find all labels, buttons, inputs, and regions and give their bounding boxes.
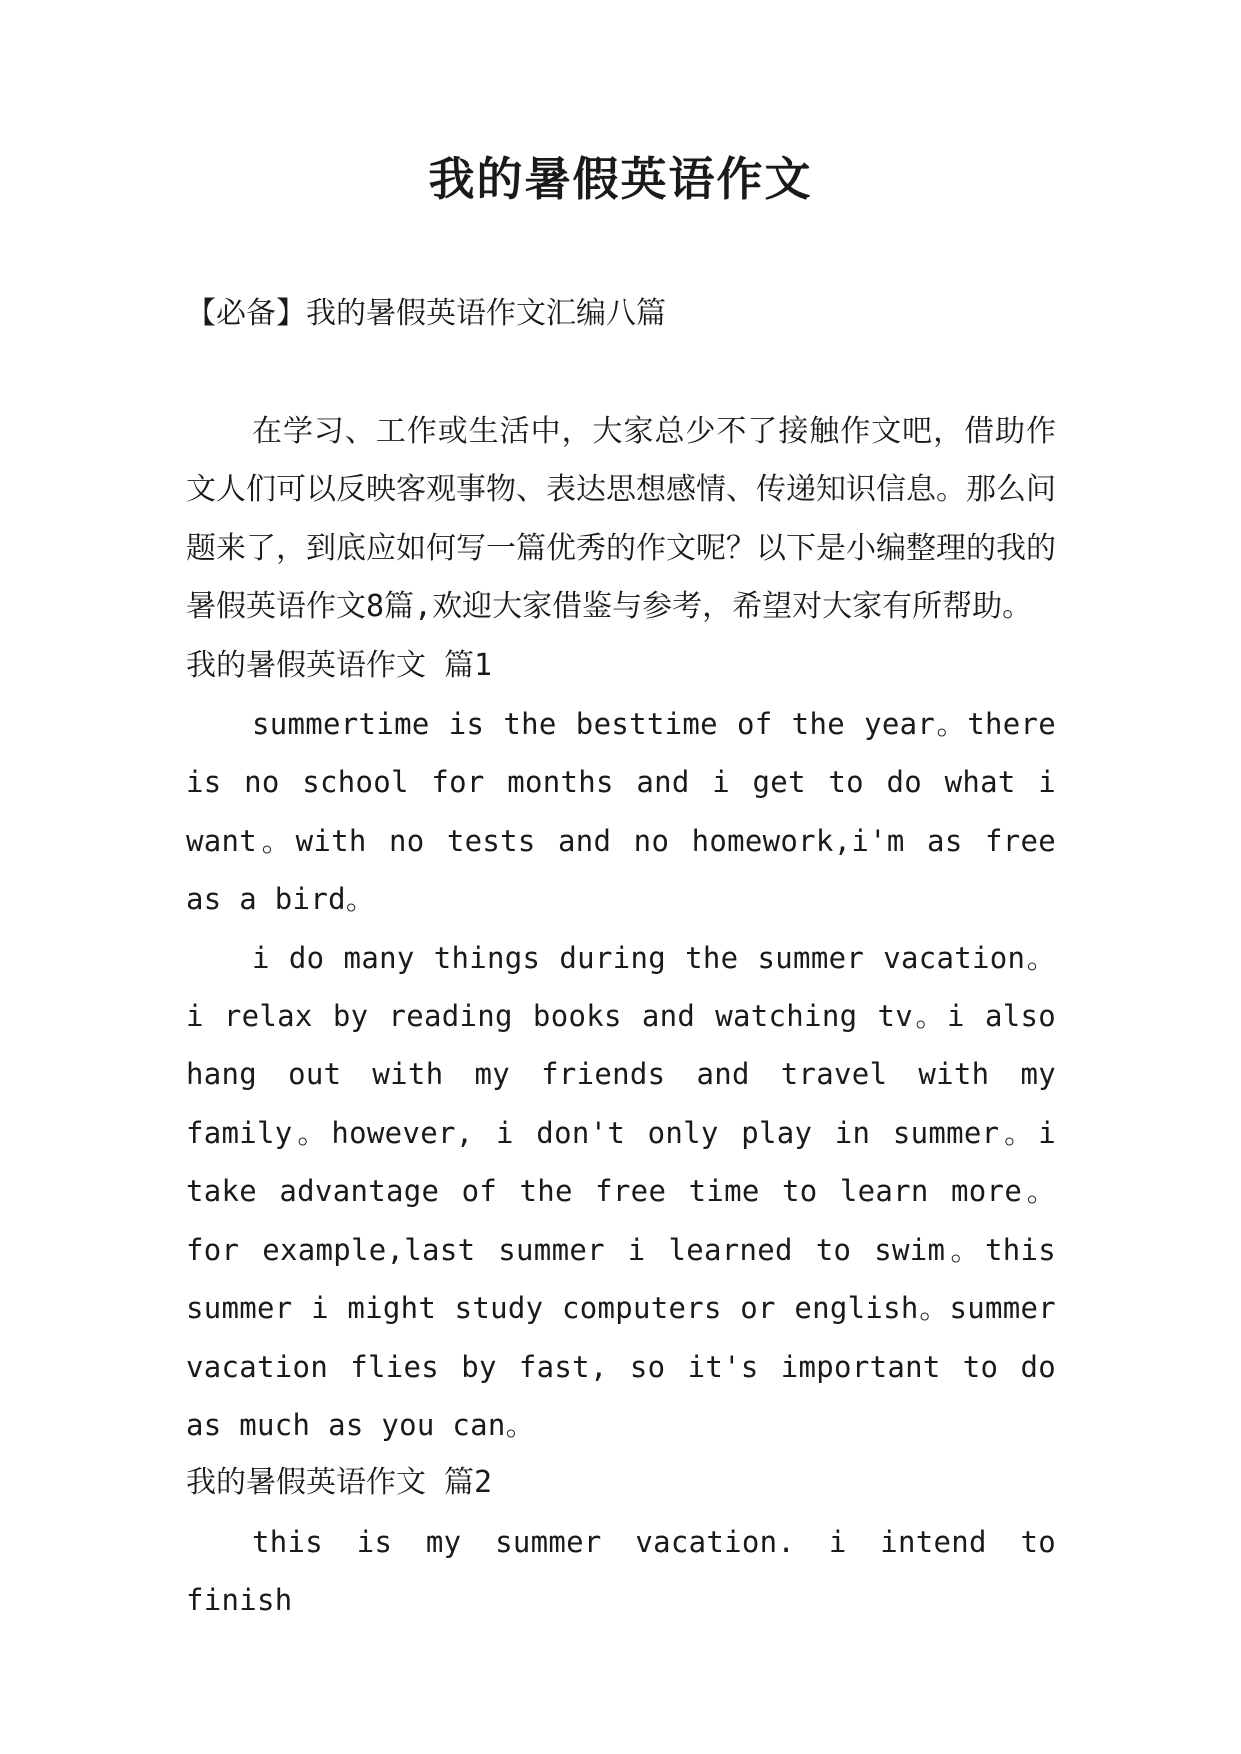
- document-body: [186, 403, 1056, 1630]
- section-paragraph: this is my summer vacation. i intend to finish: [186, 1524, 1056, 1618]
- document-subtitle: 【必备】我的暑假英语作文汇编八篇: [186, 296, 666, 331]
- section-heading: 我的暑假英语作文 篇1: [186, 647, 493, 683]
- section-paragraph: i do many things during the summer vacation。i relax by reading books and watching tv。i also hang out with my friends and travel with my family。however, i don't only play in summer。i take advantage of the free time to learn more。for example,last summer i learned to swim。this summer i might study computers or english。summer vacation flies by fast, so it's important to do as much as you can。: [186, 940, 1056, 1442]
- intro-paragraph: 在学习、工作或生活中，大家总少不了接触作文吧，借助作文人们可以反映客观事物、表达思想感情、传递知识信息。那么问题来了，到底应如何写一篇优秀的作文呢？以下是小编整理的我的暑假英语作文8篇,欢迎大家借鉴与参考，希望对大家有所帮助。: [186, 414, 1056, 625]
- document-title: 我的暑假英语作文: [428, 152, 813, 206]
- section-paragraph: summertime is the besttime of the year。there is no school for months and i get to do what i want。with no tests and no homework,i'm as free as a bird。: [186, 707, 1056, 917]
- section-heading: 我的暑假英语作文 篇2: [186, 1465, 493, 1501]
